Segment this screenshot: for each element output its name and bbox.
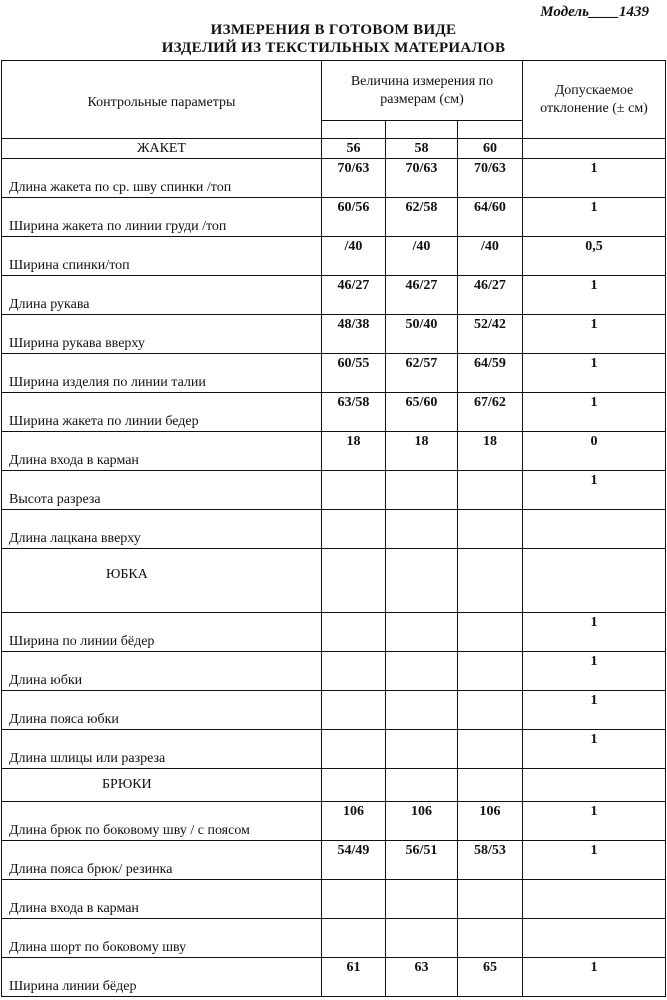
table-row [2,510,666,549]
table-row [2,432,666,471]
tolerance-value: 1 [523,471,666,510]
tolerance-value: 1 [523,802,666,841]
tolerance-value: 1 [523,354,666,393]
tolerance-value: 1 [523,958,666,997]
table-row [2,471,666,510]
trousers-section-row [2,769,666,802]
size-58: 58 [386,139,458,159]
param-name: Ширина жакета по линии груди /топ [2,198,322,237]
value-size-60 [458,652,523,691]
blank-cell [386,549,458,613]
table-row [2,802,666,841]
value-size-60: 58/53 [458,841,523,880]
param-name: Длина пояса брюк/ резинка [2,841,322,880]
value-size-56: 63/58 [322,393,386,432]
value-size-58: /40 [386,237,458,276]
value-size-58: 63 [386,958,458,997]
value-size-60 [458,880,523,919]
tolerance-value: 1 [523,159,666,198]
param-name: Ширина по линии бёдер [2,613,322,652]
value-size-58 [386,510,458,549]
section-skirt-label: ЮБКА [2,549,322,613]
table-row [2,958,666,997]
value-size-58 [386,880,458,919]
blank-cell [322,769,386,802]
blank-cell [523,139,666,159]
value-size-58: 62/57 [386,354,458,393]
param-name: Длина брюк по боковому шву / с поясом [2,802,322,841]
param-name: Ширина жакета по линии бедер [2,393,322,432]
model-number: Модель____1439 [540,4,649,20]
size-56: 56 [322,139,386,159]
tolerance-value: 1 [523,198,666,237]
size-60: 60 [458,139,523,159]
value-size-56: 60/55 [322,354,386,393]
table-row [2,652,666,691]
value-size-58: 56/51 [386,841,458,880]
skirt-section-row [2,549,666,613]
tolerance-value: 1 [523,276,666,315]
value-size-56: 61 [322,958,386,997]
param-name: Ширина изделия по линии талии [2,354,322,393]
value-size-56: /40 [322,237,386,276]
tolerance-value: 1 [523,613,666,652]
value-size-58 [386,613,458,652]
tolerance-value: 1 [523,393,666,432]
blank-cell [523,769,666,802]
value-size-60 [458,613,523,652]
value-size-56 [322,691,386,730]
value-size-60 [458,471,523,510]
header-params: Контрольные параметры [2,61,322,139]
table-row [2,315,666,354]
value-size-58: 65/60 [386,393,458,432]
jacket-section-row [2,139,666,159]
value-size-60 [458,691,523,730]
blank-cell [322,549,386,613]
value-size-60: 67/62 [458,393,523,432]
value-size-60 [458,919,523,958]
table-row [2,198,666,237]
value-size-60: 64/59 [458,354,523,393]
value-size-58 [386,730,458,769]
value-size-56: 70/63 [322,159,386,198]
value-size-56: 46/27 [322,276,386,315]
table-row [2,841,666,880]
param-name: Длина лацкана вверху [2,510,322,549]
value-size-56 [322,880,386,919]
header-row [2,61,666,121]
value-size-60: 106 [458,802,523,841]
value-size-56: 106 [322,802,386,841]
table-row [2,691,666,730]
param-name: Длина шлицы или разреза [2,730,322,769]
header-blank-cell [322,121,386,139]
param-name: Ширина рукава вверху [2,315,322,354]
tolerance-value [523,510,666,549]
table-row [2,919,666,958]
param-name: Длина шорт по боковому шву [2,919,322,958]
blank-cell [386,769,458,802]
blank-cell [523,549,666,613]
measurements-table [1,60,666,997]
table-row [2,393,666,432]
param-name: Длина юбки [2,652,322,691]
value-size-58: 46/27 [386,276,458,315]
param-name: Ширина линии бёдер [2,958,322,997]
value-size-58 [386,691,458,730]
value-size-56 [322,510,386,549]
table-row [2,880,666,919]
tolerance-value: 0,5 [523,237,666,276]
tolerance-value: 1 [523,315,666,354]
value-size-56 [322,471,386,510]
table-row [2,276,666,315]
value-size-58 [386,919,458,958]
header-tolerance: Допускаемое отклонение (± см) [523,61,666,139]
value-size-60: 70/63 [458,159,523,198]
value-size-60: 46/27 [458,276,523,315]
section-jacket-label: ЖАКЕТ [2,139,322,159]
param-name: Ширина спинки/топ [2,237,322,276]
section-trousers-label: БРЮКИ [2,769,322,802]
value-size-60 [458,510,523,549]
table-row [2,613,666,652]
value-size-56: 54/49 [322,841,386,880]
value-size-58: 70/63 [386,159,458,198]
blank-cell [458,769,523,802]
value-size-60 [458,730,523,769]
param-name: Длина рукава [2,276,322,315]
value-size-58: 18 [386,432,458,471]
value-size-60: 18 [458,432,523,471]
param-name: Длина пояса юбки [2,691,322,730]
param-name: Длина входа в карман [2,880,322,919]
tolerance-value: 0 [523,432,666,471]
header-measure: Величина измерения по размерам (см) [322,61,523,121]
blank-cell [458,549,523,613]
value-size-58 [386,471,458,510]
document-title-line-1: ИЗМЕРЕНИЯ В ГОТОВОМ ВИДЕ [210,22,457,38]
value-size-60: 64/60 [458,198,523,237]
tolerance-value [523,880,666,919]
tolerance-value: 1 [523,841,666,880]
table-row [2,354,666,393]
tolerance-value: 1 [523,730,666,769]
tolerance-value: 1 [523,691,666,730]
value-size-56: 48/38 [322,315,386,354]
value-size-60: 52/42 [458,315,523,354]
param-name: Длина жакета по ср. шву спинки /топ [2,159,322,198]
value-size-56 [322,730,386,769]
value-size-58: 62/58 [386,198,458,237]
value-size-56 [322,652,386,691]
tolerance-value [523,919,666,958]
header-blank-cell [386,121,458,139]
header-blank-cell [458,121,523,139]
tolerance-value: 1 [523,652,666,691]
value-size-56: 60/56 [322,198,386,237]
value-size-56: 18 [322,432,386,471]
value-size-58 [386,652,458,691]
table-row [2,730,666,769]
param-name: Высота разреза [2,471,322,510]
value-size-56 [322,919,386,958]
value-size-56 [322,613,386,652]
param-name: Длина входа в карман [2,432,322,471]
value-size-58: 106 [386,802,458,841]
value-size-60: 65 [458,958,523,997]
value-size-60: /40 [458,237,523,276]
document-title-line-2: ИЗДЕЛИЙ ИЗ ТЕКСТИЛЬНЫХ МАТЕРИАЛОВ [161,40,506,56]
table-row [2,237,666,276]
table-row [2,159,666,198]
value-size-58: 50/40 [386,315,458,354]
